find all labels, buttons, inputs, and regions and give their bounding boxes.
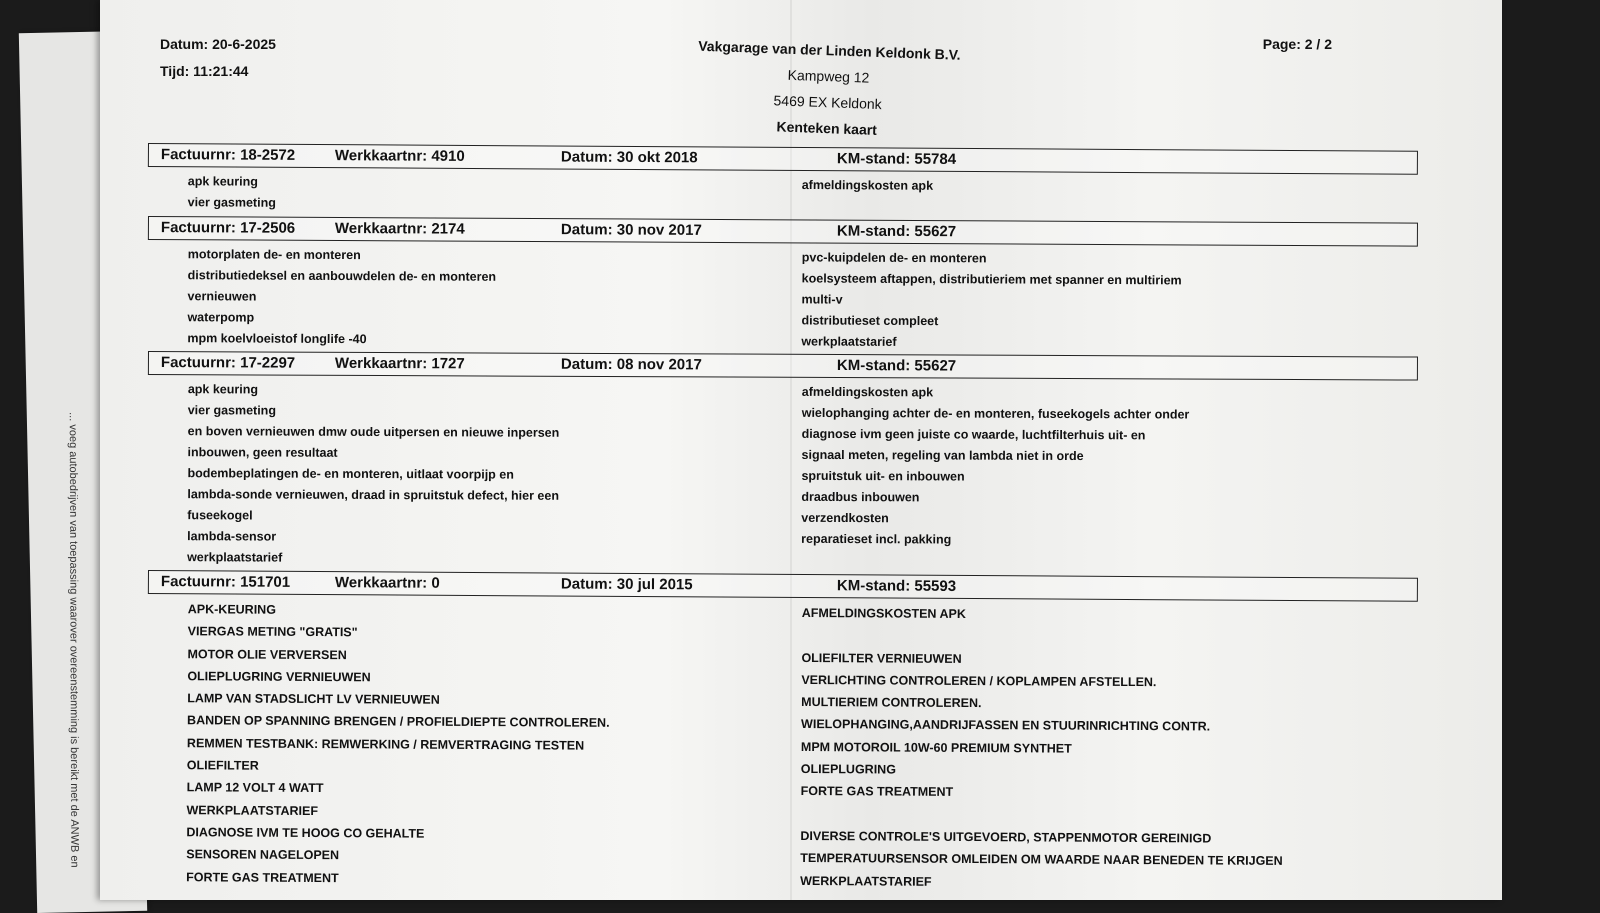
- work-line: MULTIERIEM CONTROLEREN.: [801, 695, 982, 711]
- company-name: Vakgarage van der Linden Keldonk B.V.: [698, 37, 961, 63]
- invoice-date: Datum: 08 nov 2017: [560, 355, 702, 374]
- work-line: werkplaatstarief: [187, 550, 283, 565]
- work-line: koelsysteem aftappen, distributieriem met spanner en multiriem: [801, 271, 1182, 288]
- work-lines-left: [187, 379, 559, 570]
- work-line: afmeldingskosten apk: [801, 177, 934, 193]
- mileage: KM-stand: 55593: [836, 577, 957, 595]
- work-line: lambda-sensor: [187, 529, 277, 544]
- company-block: [676, 32, 979, 146]
- work-line: FORTE GAS TREATMENT: [186, 869, 339, 885]
- invoice-date: Datum: 30 jul 2015: [560, 575, 693, 594]
- work-line: mpm koelvloeistof longlife -40: [187, 331, 367, 347]
- mileage: KM-stand: 55627: [836, 222, 957, 241]
- work-lines-left: [187, 244, 496, 351]
- print-time: Tijd: 11:21:44: [160, 63, 249, 79]
- work-lines-right: [802, 175, 933, 197]
- page-number: Page: 2 / 2: [1262, 36, 1332, 52]
- work-line: waterpomp: [187, 310, 255, 325]
- workcard-number: Werkkaartnr: 4910: [334, 147, 465, 165]
- work-line: distributiedeksel en aanbouwdelen de- en monteren: [187, 268, 497, 284]
- workcard-number: Werkkaartnr: 2174: [334, 219, 465, 238]
- work-line: motorplaten de- en monteren: [187, 247, 361, 263]
- invoice-block: [148, 216, 1418, 349]
- work-line: lambda-sonde vernieuwen, draad in spruitstuk defect, hier een: [187, 487, 560, 503]
- work-line: WERKPLAATSTARIEF: [800, 873, 932, 889]
- work-line: [800, 803, 1283, 828]
- invoice-date: Datum: 30 nov 2017: [560, 221, 702, 239]
- work-line: MPM MOTOROIL 10W-60 PREMIUM SYNTHET: [800, 739, 1072, 756]
- work-line: werkplaatstarief: [801, 334, 897, 349]
- work-line: distributieset compleet: [801, 313, 939, 329]
- work-line: DIAGNOSE IVM TE HOOG CO GEHALTE: [186, 825, 425, 841]
- work-line: OLIEFILTER: [186, 758, 259, 773]
- work-line: inbouwen, geen resultaat: [187, 445, 338, 460]
- workcard-number: Werkkaartnr: 0: [334, 574, 440, 592]
- work-lines-right: [801, 382, 1189, 552]
- work-line: verzendkosten: [801, 510, 889, 526]
- work-line: BANDEN OP SPANNING BRENGEN / PROFIELDIEPTE CONTROLEREN.: [187, 713, 610, 731]
- work-lines-left: [188, 171, 276, 214]
- work-line: AFMELDINGSKOSTEN APK: [801, 605, 966, 621]
- work-line: fuseekogel: [187, 508, 253, 523]
- company-city: 5469 EX Keldonk: [773, 92, 882, 113]
- invoice-block: [148, 143, 1418, 210]
- work-line: REMMEN TESTBANK: REMWERKING / REMVERTRAGING TESTEN: [186, 736, 585, 753]
- work-line: LAMP 12 VOLT 4 WATT: [186, 780, 324, 796]
- work-line: SENSOREN NAGELOPEN: [186, 847, 340, 863]
- work-line: WIELOPHANGING,AANDRIJFASSEN EN STUURINRICHTING CONTR.: [801, 717, 1211, 734]
- work-line: [802, 624, 1285, 649]
- work-line: bodembeplatingen de- en monteren, uitlaat voorpijp en: [187, 466, 514, 482]
- document-title: Kenteken kaart: [776, 118, 878, 138]
- work-line: APK-KEURING: [187, 602, 277, 617]
- document-page: [100, 0, 1502, 900]
- work-lines-right: [800, 602, 1284, 895]
- work-line: DIVERSE CONTROLE'S UITGEVOERD, STAPPENMOTOR GEREINIGD: [800, 828, 1212, 846]
- print-date: Datum: 20-6-2025: [160, 36, 276, 52]
- work-line: VERLICHTING CONTROLEREN / KOPLAMPEN AFSTELLEN.: [801, 672, 1157, 690]
- work-line: signaal meten, regeling van lambda niet in orde: [801, 447, 1084, 464]
- invoice-block: [148, 351, 1418, 565]
- invoice-header: [148, 143, 1418, 175]
- work-line: spruitstuk uit- en inbouwen: [801, 468, 965, 484]
- work-line: reparatieset incl. pakking: [801, 531, 952, 547]
- work-line: OLIEPLUGRING VERNIEUWEN: [187, 669, 371, 685]
- work-line: en boven vernieuwen dmw oude uitpersen en nieuwe inpersen: [187, 424, 560, 440]
- invoice-number: Factuurnr: 17-2506: [160, 219, 296, 237]
- work-line: FORTE GAS TREATMENT: [800, 784, 954, 800]
- work-lines-left: [186, 598, 610, 890]
- work-line: apk keuring: [187, 382, 259, 397]
- invoice-block: [148, 570, 1418, 889]
- mileage: KM-stand: 55784: [836, 150, 957, 168]
- work-line: TEMPERATUURSENSOR OMLEIDEN OM WAARDE NAAR BENEDEN TE KRIJGEN: [800, 851, 1283, 869]
- work-line: apk keuring: [187, 174, 258, 189]
- work-line: vernieuwen: [187, 289, 257, 304]
- invoice-number: Factuurnr: 151701: [160, 573, 291, 591]
- mileage: KM-stand: 55627: [836, 357, 957, 375]
- invoice-number: Factuurnr: 18-2572: [160, 146, 296, 164]
- work-line: vier gasmeting: [187, 195, 276, 210]
- work-line: pvc-kuipdelen de- en monteren: [801, 250, 987, 266]
- work-line: OLIEPLUGRING: [800, 762, 896, 777]
- work-line: LAMP VAN STADSLICHT LV VERNIEUWEN: [187, 691, 440, 707]
- work-line: OLIEFILTER VERNIEUWEN: [801, 650, 962, 666]
- print-meta: [160, 31, 276, 85]
- work-line: afmeldingskosten apk: [801, 384, 934, 400]
- work-lines-right: [801, 247, 1182, 354]
- back-sheet-side-text: ... voeg autobedrijven van toepassing waarover overeenstemming is bereikt met de ANWB en: [66, 412, 81, 868]
- invoice-header: [148, 570, 1418, 602]
- invoice-header: [148, 351, 1418, 381]
- invoice-date: Datum: 30 okt 2018: [560, 148, 698, 167]
- invoice-header: [148, 216, 1418, 247]
- workcard-number: Werkkaartnr: 1727: [334, 354, 465, 373]
- work-line: WERKPLAATSTARIEF: [186, 802, 319, 818]
- work-line: multi-v: [801, 292, 843, 307]
- invoice-number: Factuurnr: 17-2297: [160, 354, 296, 372]
- work-line: draadbus inbouwen: [801, 489, 920, 505]
- work-line: vier gasmeting: [187, 403, 277, 418]
- company-street: Kampweg 12: [787, 66, 870, 86]
- work-line: VIERGAS METING "GRATIS": [187, 624, 358, 640]
- work-line: MOTOR OLIE VERVERSEN: [187, 646, 347, 662]
- work-line: diagnose ivm geen juiste co waarde, luchtfilterhuis uit- en: [801, 426, 1146, 443]
- work-line: wielophanging achter de- en monteren, fuseekogels achter onder: [801, 405, 1190, 422]
